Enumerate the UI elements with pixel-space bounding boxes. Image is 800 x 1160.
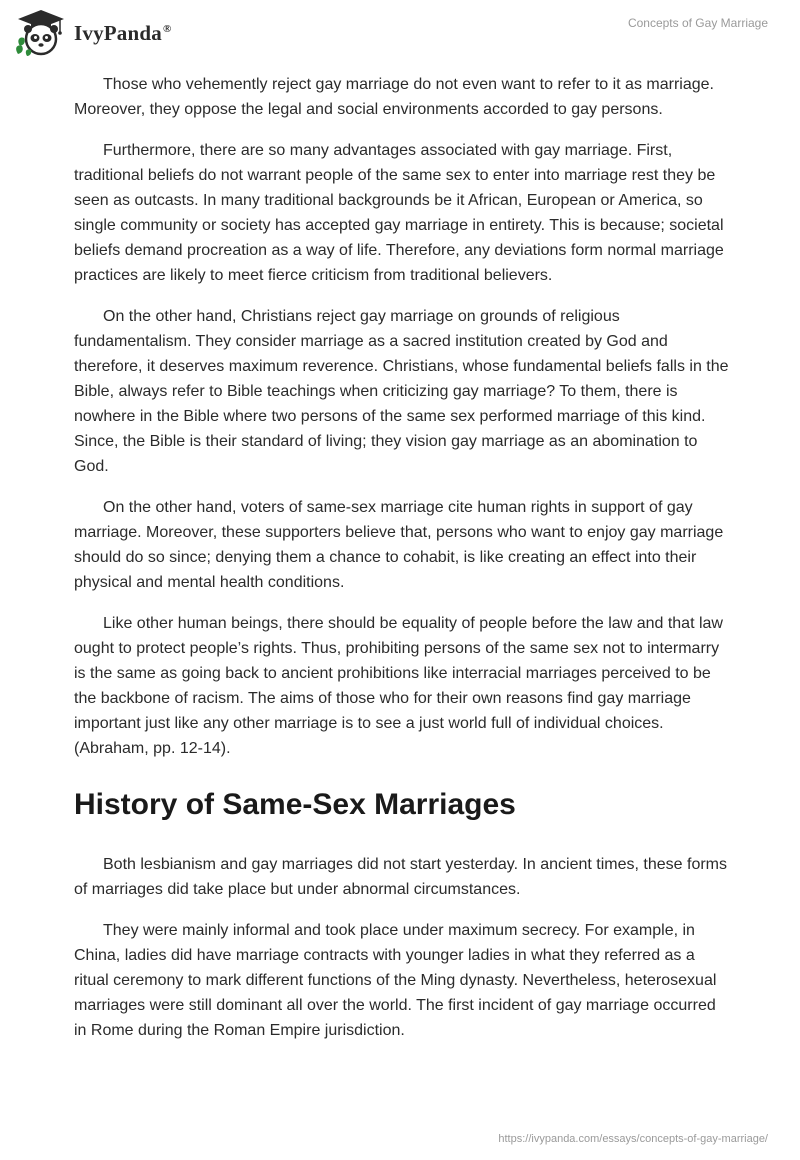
panda-graduate-icon [14,8,68,58]
paragraph: Furthermore, there are so many advantages associated with gay marriage. First, traditional beliefs do not warrant people of the same sex to enter into marriage rest they be seen as outcasts. In many traditional backgrounds be it African, European or America, so single community or society has accepted gay marriage in entirety. This is because; societal beliefs demand procreation as a way of life. Therefore, any deviations form normal marriage practices are likely to meet fierce criticism from traditional believers. [74,142,724,284]
page-header [0,0,800,70]
paragraph: Like other human beings, there should be equality of people before the law and that law ought to protect people’s rights. Thus, prohibiting persons of the same sex not to intermarry is the same as going back to ancient prohibitions like interracial marriages perceived to be the backbone of racism. The aims of those who for their own reasons find gay marriage important just like any other marriage is to see a just world full of individual choices. (Abraham, pp. 12-14). [74,615,723,757]
paragraph: They were mainly informal and took place under maximum secrecy. For example, in China, ladies did have marriage contracts with younger ladies in what they referred as a ritual ceremony to mark different functions of the Ming dynasty. Nevertheless, heterosexual marriages were still dominant all over the world. The first incident of gay marriage occurred in Rome during the Roman Empire jurisdiction. [74,922,717,1039]
registered-mark: ® [162,22,172,35]
paragraph: Those who vehemently reject gay marriage do not even want to refer to it as marriage. Moreover, they oppose the legal and social environments accorded to gay persons. [74,76,714,118]
essay-body [74,72,730,1059]
section-heading: History of Same-Sex Marriages [74,788,516,821]
source-url[interactable]: https://ivypanda.com/essays/concepts-of-gay-marriage/ [498,1133,768,1145]
paragraph: On the other hand, voters of same-sex marriage cite human rights in support of gay marriage. Moreover, these supporters believe that, persons who want to enjoy gay marriage should do so since; denying them a chance to cohabit, is like creating an effect into their physical and mental health conditions. [74,499,724,591]
paragraph: Both lesbianism and gay marriages did not start yesterday. In ancient times, these forms of marriages did take place but under abnormal circumstances. [74,856,727,898]
document-title: Concepts of Gay Marriage [627,16,768,30]
logo-wordmark: IvyPanda® [74,20,172,45]
ivypanda-logo[interactable] [14,8,171,58]
paragraph: On the other hand, Christians reject gay marriage on grounds of religious fundamentalism. They consider marriage as a sacred institution created by God and therefore, it deserves maximum reverence. Christians, whose fundamental beliefs falls in the Bible, always refer to Bible teachings when criticizing gay marriage? To them, there is nowhere in the Bible where two persons of the same sex performed marriage of this kind. Since, the Bible is their standard of living; they vision gay marriage as an abomination to God. [74,308,729,475]
